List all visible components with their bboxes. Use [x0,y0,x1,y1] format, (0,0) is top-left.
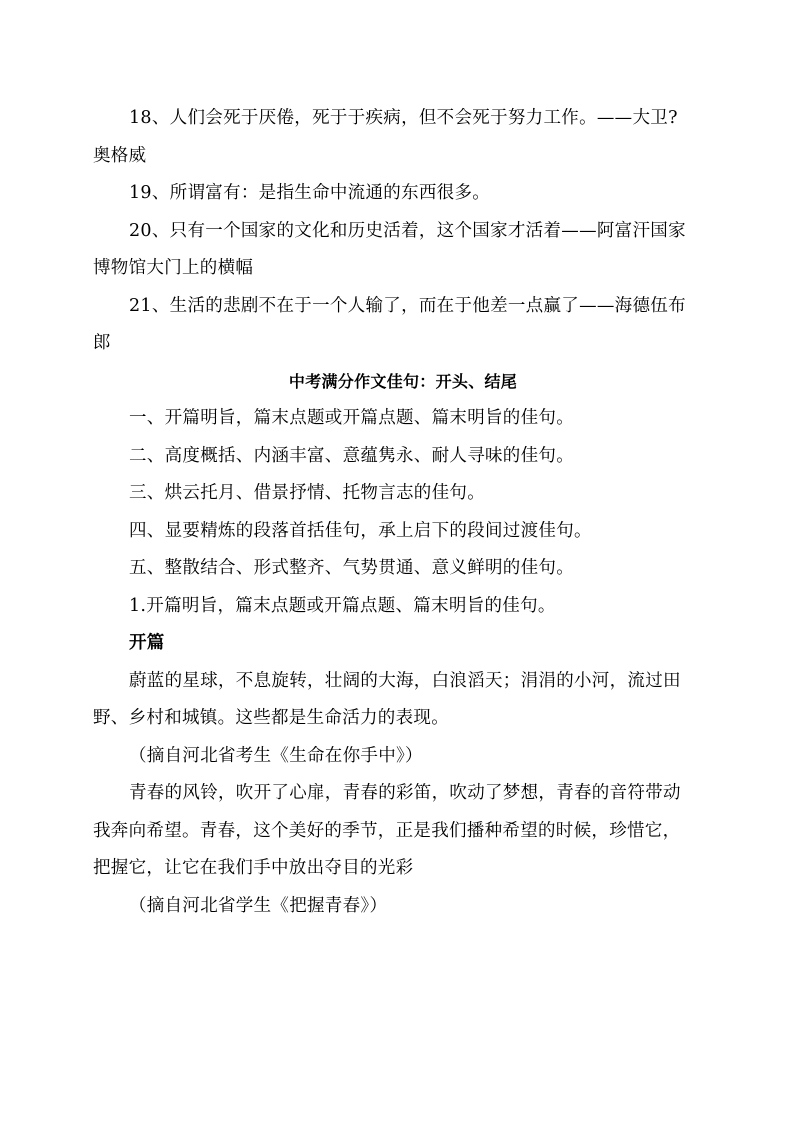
section-title: 中考满分作文佳句：开头、结尾 [288,371,518,391]
quote-18-line-2: 奥格威 [93,145,147,166]
quote-20-line-1: 20、只有一个国家的文化和历史活着，这个国家才活着——阿富汗国家 [129,220,686,241]
example-1-source: （摘自河北省考生《生命在你手中》） [129,745,423,766]
example-2-line-2: 我奔向希望。青春，这个美好的季节，正是我们播种希望的时候，珍惜它， [93,820,681,841]
example-2-line-3: 把握它，让它在我们手中放出夺目的光彩 [93,858,414,878]
document-page [93,100,713,925]
section-item: 一、开篇明旨，篇末点题或开篇点题、篇末明旨的佳句。 [129,408,574,428]
subheading: 1.开篇明旨，篇末点题或开篇点题、篇末明旨的佳句。 [129,595,556,616]
quote-19: 19、所谓富有：是指生命中流通的东西很多。 [129,183,491,203]
section-item: 四、显要精炼的段落首括佳句，承上启下的段间过渡佳句。 [129,520,592,541]
section-item: 二、高度概括、内涵丰富、意蕴隽永、耐人寻味的佳句。 [129,445,574,466]
example-2-source: （摘自河北省学生《把握青春》） [129,895,388,916]
section-item: 三、烘云托月、借景抒情、托物言志的佳句。 [129,483,485,503]
label-opening: 开篇 [129,633,165,653]
example-2-line-1: 青春的风铃，吹开了心扉，青春的彩笛，吹动了梦想，青春的音符带动 [129,783,681,803]
quote-18-line-1: 18、人们会死于厌倦，死于于疾病，但不会死于努力工作。——大卫? [129,108,678,128]
quote-21-line-2: 郎 [93,333,111,353]
example-1-line-2: 野、乡村和城镇。这些都是生命活力的表现。 [93,708,449,728]
quote-20-line-2: 博物馆大门上的横幅 [93,258,254,278]
quote-21-line-1: 21、生活的悲剧不在于一个人输了，而在于他差一点赢了——海德伍布 [129,295,686,316]
example-1-line-1: 蔚蓝的星球，不息旋转，壮阔的大海，白浪滔天；涓涓的小河，流过田 [129,670,681,691]
section-item: 五、整散结合、形式整齐、气势贯通、意义鲜明的佳句。 [129,558,574,578]
